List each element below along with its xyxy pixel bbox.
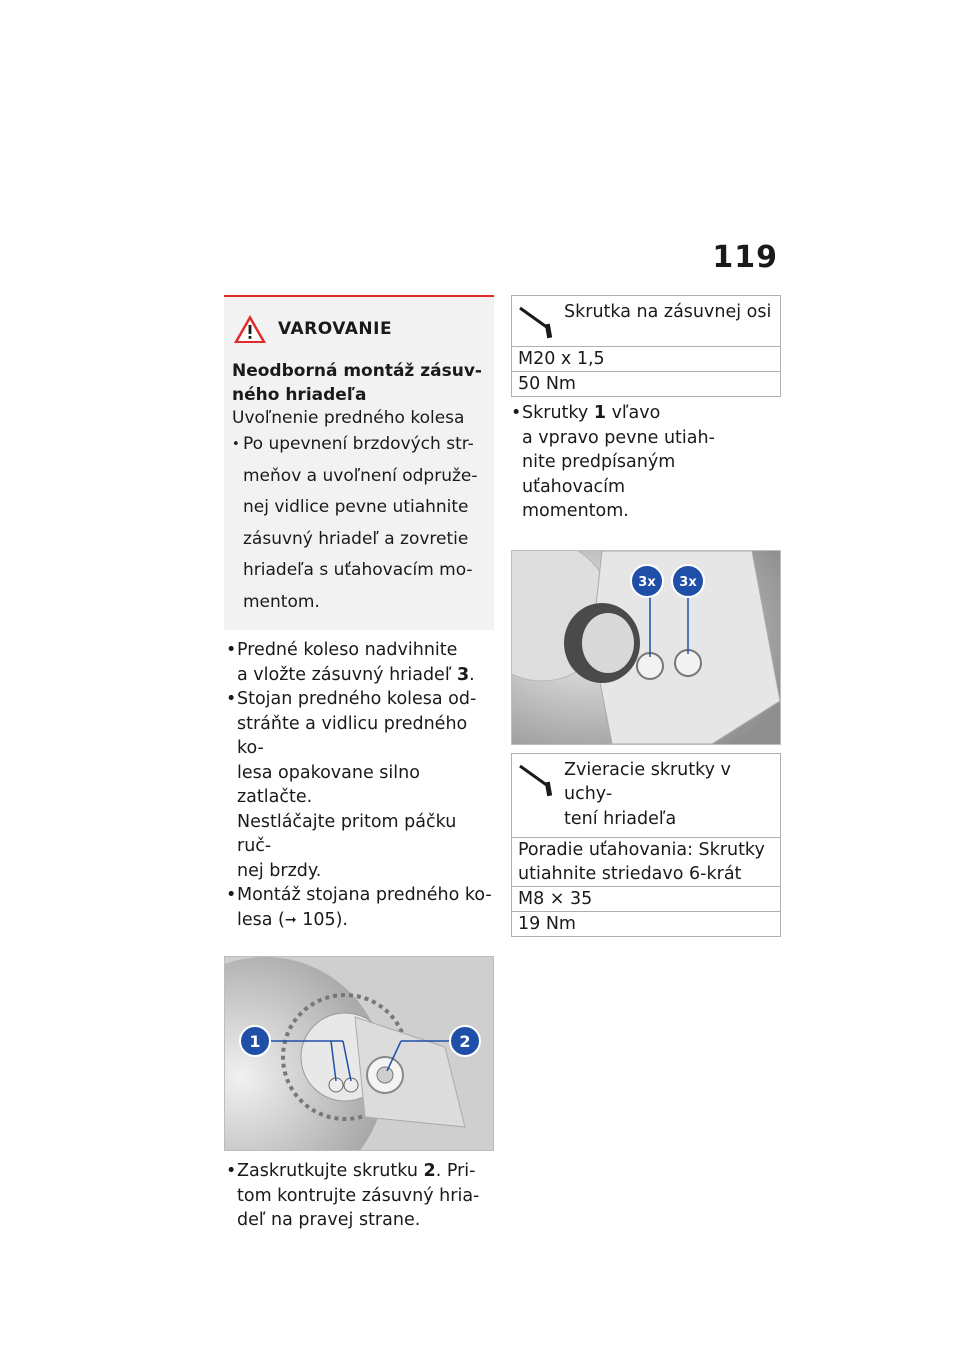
- step-line: deľ na pravej strane.: [237, 1210, 421, 1230]
- step-line: momentom.: [522, 501, 629, 521]
- step-tighten-bolts: [511, 401, 779, 524]
- warning-measure: [232, 429, 486, 618]
- figure-axle-bolts: [224, 956, 494, 1151]
- step-text: lesa (: [237, 909, 285, 930]
- spec-row: M8 × 35: [512, 887, 780, 912]
- figure-clamp-bolts: [511, 550, 781, 745]
- measure-line: meňov a uvoľnení odpruže-: [243, 465, 478, 486]
- spec-row-line: utiahnite striedavo 6-krát: [518, 864, 742, 884]
- step-line: [237, 663, 494, 688]
- callout-3x-right-label: 3x: [679, 574, 697, 590]
- step-screw-bolt: [226, 1159, 494, 1233]
- warning-subject-line: Neodborná montáž zásuv-: [232, 361, 482, 381]
- spec-row: M20 x 1,5: [512, 347, 780, 372]
- callout-2-label: 2: [459, 1032, 471, 1051]
- callout-1-label: 1: [249, 1032, 261, 1051]
- ref-number: 1: [593, 403, 607, 423]
- step-line: nite predpísaným uťahovacím: [522, 452, 676, 497]
- measure-line: mentom.: [243, 591, 320, 612]
- warning-subject: [232, 359, 486, 407]
- spec-row: 50 Nm: [512, 372, 780, 397]
- spec-title: Skrutka na zásuvnej osi: [564, 302, 772, 322]
- spec-header: [512, 754, 780, 839]
- step-text: .: [469, 664, 475, 685]
- spec-title-line: tení hriadeľa: [564, 808, 677, 829]
- step-line: [237, 1159, 494, 1184]
- instructions-left: [224, 638, 494, 932]
- right-column: [511, 295, 779, 937]
- measure-line: zásuvný hriadeľ a zovretie: [243, 528, 469, 549]
- page-reference[interactable]: 105: [302, 909, 336, 930]
- step-remove-stand: [226, 687, 494, 883]
- ref-number: 3: [456, 664, 470, 685]
- spec-header: [512, 296, 780, 347]
- spec-row: [512, 838, 780, 887]
- arrow-right-icon: ➞: [284, 911, 297, 928]
- measure-line: hriadeľa s uťahovacím mo-: [243, 560, 473, 580]
- spec-title: [564, 756, 776, 832]
- step-text: Zaskrutkujte skrutku: [237, 1161, 424, 1181]
- step-line: nej brzdy.: [237, 860, 322, 881]
- warning-consequence: Uvoľnenie predného kolesa: [232, 408, 465, 428]
- ref-number: 2: [423, 1161, 436, 1181]
- spec-row: 19 Nm: [512, 912, 780, 937]
- step-text: Skrutky: [522, 403, 594, 423]
- step-line: Nestláčajte pritom páčku ruč-: [237, 811, 457, 856]
- left-column: [224, 295, 494, 1233]
- step-line: • Stojan predného kolesa od-: [237, 689, 477, 709]
- torque-wrench-icon: [518, 762, 558, 798]
- measure-line: nej vidlice pevne utiahnite: [243, 497, 469, 517]
- step-text: . Pri-: [435, 1161, 476, 1181]
- step-mount-stand: [226, 883, 494, 932]
- warning-subject-line: ného hriadeľa: [232, 385, 367, 405]
- step-line: • Predné koleso nadvihnite: [237, 640, 458, 660]
- clamp-photo-illustration: [512, 551, 780, 744]
- step-line: lesa opakovane silno zatlačte.: [237, 762, 420, 807]
- torque-wrench-icon: [518, 304, 558, 340]
- spec-table-axle-bolt: [511, 295, 781, 397]
- step-line: a vpravo pevne utiah-: [522, 427, 715, 448]
- step-line: tom kontrujte zásuvný hria-: [237, 1185, 480, 1206]
- step-line: [237, 908, 494, 933]
- spec-table-clamp-bolts: [511, 753, 781, 938]
- step-line: [522, 401, 779, 426]
- warning-header: [232, 311, 486, 347]
- step-lift-wheel: [226, 638, 494, 687]
- warning-triangle-icon: [232, 313, 268, 345]
- spec-row-line: Poradie uťahovania: Skrutky: [518, 840, 765, 860]
- step-text: vľavo: [606, 403, 661, 423]
- step-text: ).: [335, 909, 348, 930]
- callout-3x-left-label: 3x: [638, 574, 656, 590]
- step-text: a vložte zásuvný hriadeľ: [237, 664, 457, 685]
- measure-line: • Po upevnení brzdových str-: [243, 434, 474, 454]
- step-line: • Montáž stojana predného ko-: [237, 885, 492, 905]
- page-number: 119: [712, 240, 778, 275]
- warning-box: [224, 295, 494, 630]
- step-line: stráňte a vidlicu predného ko-: [237, 713, 468, 758]
- spec-title-line: Zvieracie skrutky v uchy-: [564, 759, 731, 804]
- warning-title: VAROVANIE: [278, 319, 393, 339]
- axle-photo-illustration: [225, 957, 493, 1150]
